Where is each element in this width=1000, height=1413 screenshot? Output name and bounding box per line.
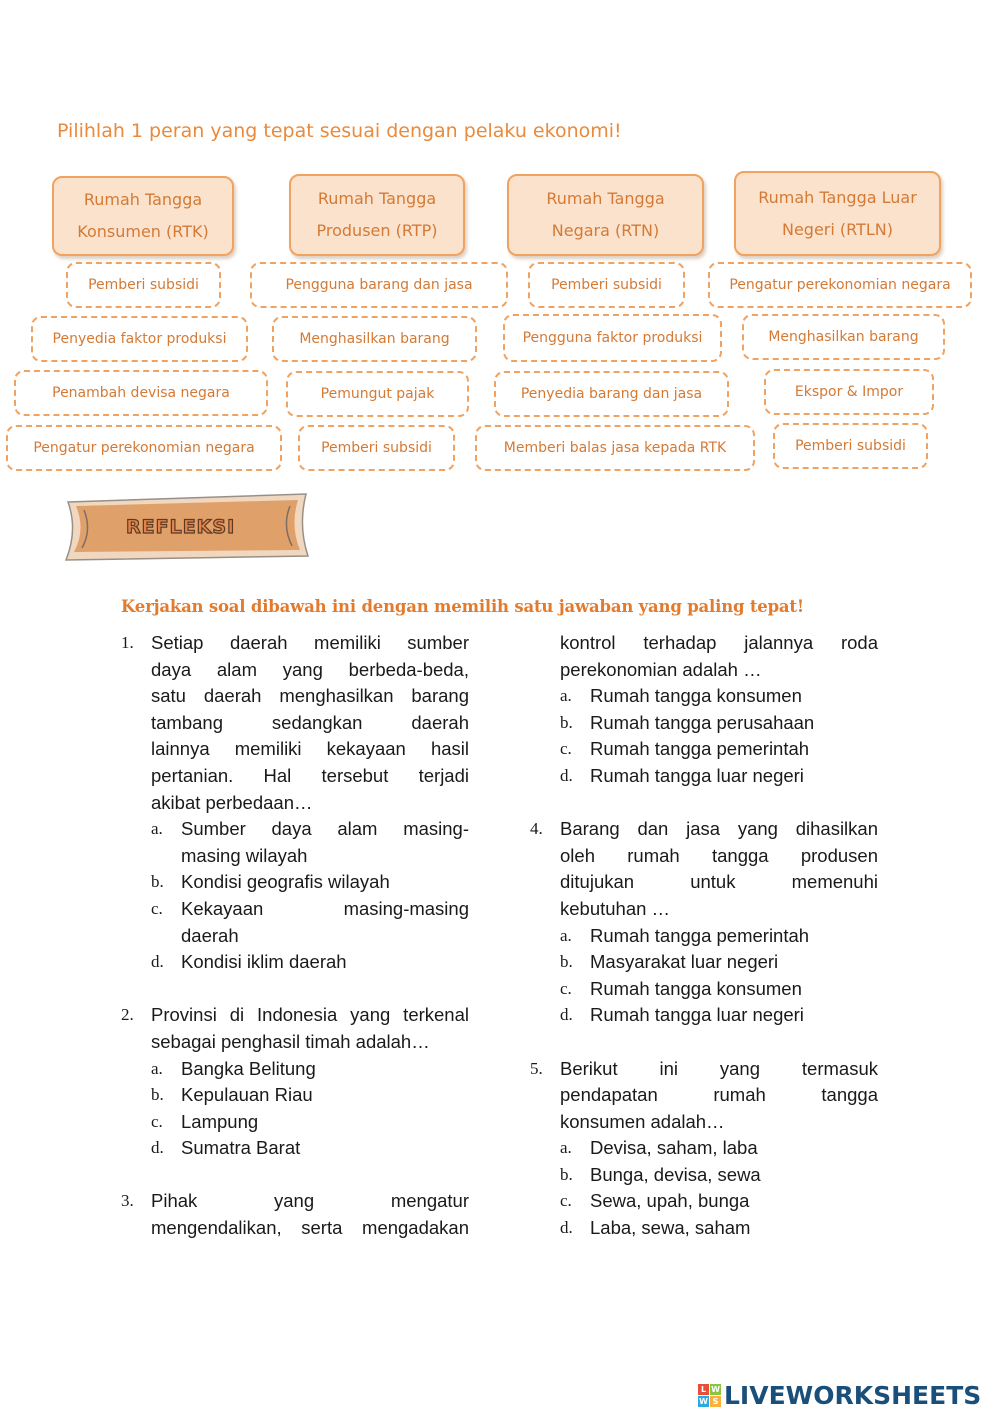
- q2-answer-c[interactable]: c. Lampung: [151, 1110, 259, 1132]
- option-r2-c3[interactable]: Pengguna faktor produksi: [503, 314, 722, 362]
- q1-answer-d[interactable]: d. Kondisi iklim daerah: [151, 951, 347, 973]
- q1-answer-c[interactable]: c. Kekayaan masing-masing daerah: [151, 897, 469, 946]
- question-3-continued: kontrol terhadap jalannya roda perekonomian adalah …: [560, 632, 878, 680]
- option-r4-c1[interactable]: Pengatur perekonomian negara: [6, 425, 282, 471]
- question-4-number: 4.: [530, 819, 543, 839]
- q2-answer-b[interactable]: b. Kepulauan Riau: [151, 1084, 313, 1106]
- option-r4-c4[interactable]: Pemberi subsidi: [773, 423, 928, 469]
- option-r2-c1[interactable]: Penyedia faktor produksi: [31, 316, 248, 362]
- q1-answer-a[interactable]: a. Sumber daya alam masing- masing wilayah: [151, 818, 469, 866]
- question-5-number: 5.: [530, 1058, 543, 1078]
- q5-answer-b[interactable]: b. Bunga, devisa, sewa: [560, 1163, 761, 1185]
- question-2-text: Provinsi di Indonesia yang terkenal sebagai penghasil timah adalah…: [151, 1004, 469, 1052]
- question-1-number: 1.: [121, 633, 134, 652]
- question-1: [121, 630, 469, 816]
- header-rtk: [52, 176, 234, 256]
- q4-answer-c[interactable]: c. Rumah tangga konsumen: [560, 977, 802, 999]
- questions-right-column: [530, 630, 878, 1242]
- option-r2-c4[interactable]: Menghasilkan barang: [742, 314, 945, 360]
- question-5: [530, 1056, 878, 1136]
- header-rtk-line2: Konsumen (RTK): [77, 222, 209, 241]
- option-r3-c4[interactable]: Ekspor & Impor: [764, 369, 934, 415]
- logo-grid-icon: L W W S: [699, 1384, 720, 1406]
- option-r1-c2[interactable]: Pengguna barang dan jasa: [250, 262, 508, 308]
- option-r4-c2[interactable]: Pemberi subsidi: [298, 425, 455, 471]
- q2-answer-d[interactable]: d. Sumatra Barat: [151, 1137, 301, 1159]
- header-rtp-line2: Produsen (RTP): [316, 221, 438, 240]
- q3-answer-c[interactable]: c. Rumah tangga pemerintah: [560, 738, 810, 760]
- header-rtn: [507, 174, 704, 256]
- refleksi-banner: [62, 490, 312, 562]
- banner-label: REFLEKSI: [126, 516, 236, 538]
- instruction: Kerjakan soal dibawah ini dengan memilih satu jawaban yang paling tepat!: [121, 597, 804, 616]
- q5-answer-a[interactable]: a. Devisa, saham, laba: [560, 1137, 758, 1159]
- header-rtln: [734, 171, 941, 256]
- q3-answer-d[interactable]: d. Rumah tangga luar negeri: [560, 764, 804, 786]
- option-r3-c1[interactable]: Penambah devisa negara: [14, 370, 268, 416]
- q3-answer-b[interactable]: b. Rumah tangga perusahaan: [560, 711, 815, 733]
- q3-answer-a[interactable]: a. Rumah tangga konsumen: [560, 685, 802, 707]
- question-5-text: Berikut ini yang termasuk pendapatan rumah tangga konsumen adalah…: [560, 1057, 878, 1132]
- option-r3-c2[interactable]: Pemungut pajak: [286, 371, 469, 417]
- q5-answer-c[interactable]: c. Sewa, upah, bunga: [560, 1190, 750, 1212]
- q4-answer-b[interactable]: b. Masyarakat luar negeri: [560, 951, 779, 973]
- header-rtn-line1: Rumah Tangga: [546, 189, 665, 208]
- question-4: [530, 816, 878, 922]
- q4-answer-d[interactable]: d. Rumah tangga luar negeri: [560, 1004, 804, 1026]
- option-r2-c2[interactable]: Menghasilkan barang: [272, 316, 477, 362]
- question-3: [121, 1188, 469, 1241]
- header-rtln-line2: Negeri (RTLN): [781, 219, 893, 239]
- question-3-number: 3.: [121, 1191, 134, 1211]
- q1-answer-b[interactable]: b. Kondisi geografis wilayah: [151, 871, 390, 893]
- liveworksheets-logo: [698, 1378, 981, 1412]
- option-r1-c3[interactable]: Pemberi subsidi: [528, 262, 685, 308]
- question-1-text: Setiap daerah memiliki sumber daya alam yang berbeda-beda, satu daerah menghasilkan barang tambang sedangkan daerah lainnya memiliki kekayaan hasil pertanian. Hal tersebut terjadi akibat perbedaan…: [151, 632, 469, 813]
- q2-answer-a[interactable]: a. Bangka Belitung: [151, 1057, 316, 1079]
- header-rtp: [289, 174, 465, 256]
- question-4-text: Barang dan jasa yang dihasilkan oleh rumah tangga produsen ditujukan untuk memenuhi kebutuhan …: [560, 818, 878, 919]
- questions-left-column: [121, 630, 469, 1242]
- question-2-number: 2.: [121, 1005, 134, 1025]
- activity-title: Pilihlah 1 peran yang tepat sesuai dengan pelaku ekonomi!: [57, 120, 622, 142]
- option-r1-c1[interactable]: Pemberi subsidi: [66, 262, 221, 308]
- option-r3-c3[interactable]: Penyedia barang dan jasa: [494, 371, 729, 417]
- question-3-text: Pihak yang mengatur mengendalikan, serta mengadakan: [151, 1190, 469, 1239]
- option-r4-c3[interactable]: Memberi balas jasa kepada RTK: [475, 425, 755, 471]
- option-r1-c4[interactable]: Pengatur perekonomian negara: [708, 262, 972, 308]
- header-rtln-line1: Rumah Tangga Luar: [758, 187, 917, 207]
- header-rtn-line2: Negara (RTN): [551, 221, 660, 240]
- question-2: [121, 1002, 469, 1055]
- q5-answer-d[interactable]: d. Laba, sewa, saham: [560, 1217, 751, 1239]
- header-rtk-line1: Rumah Tangga: [83, 190, 203, 209]
- q4-answer-a[interactable]: a. Rumah tangga pemerintah: [560, 924, 810, 946]
- logo-text: LIVEWORKSHEETS: [724, 1380, 982, 1410]
- header-rtp-line1: Rumah Tangga: [317, 189, 437, 208]
